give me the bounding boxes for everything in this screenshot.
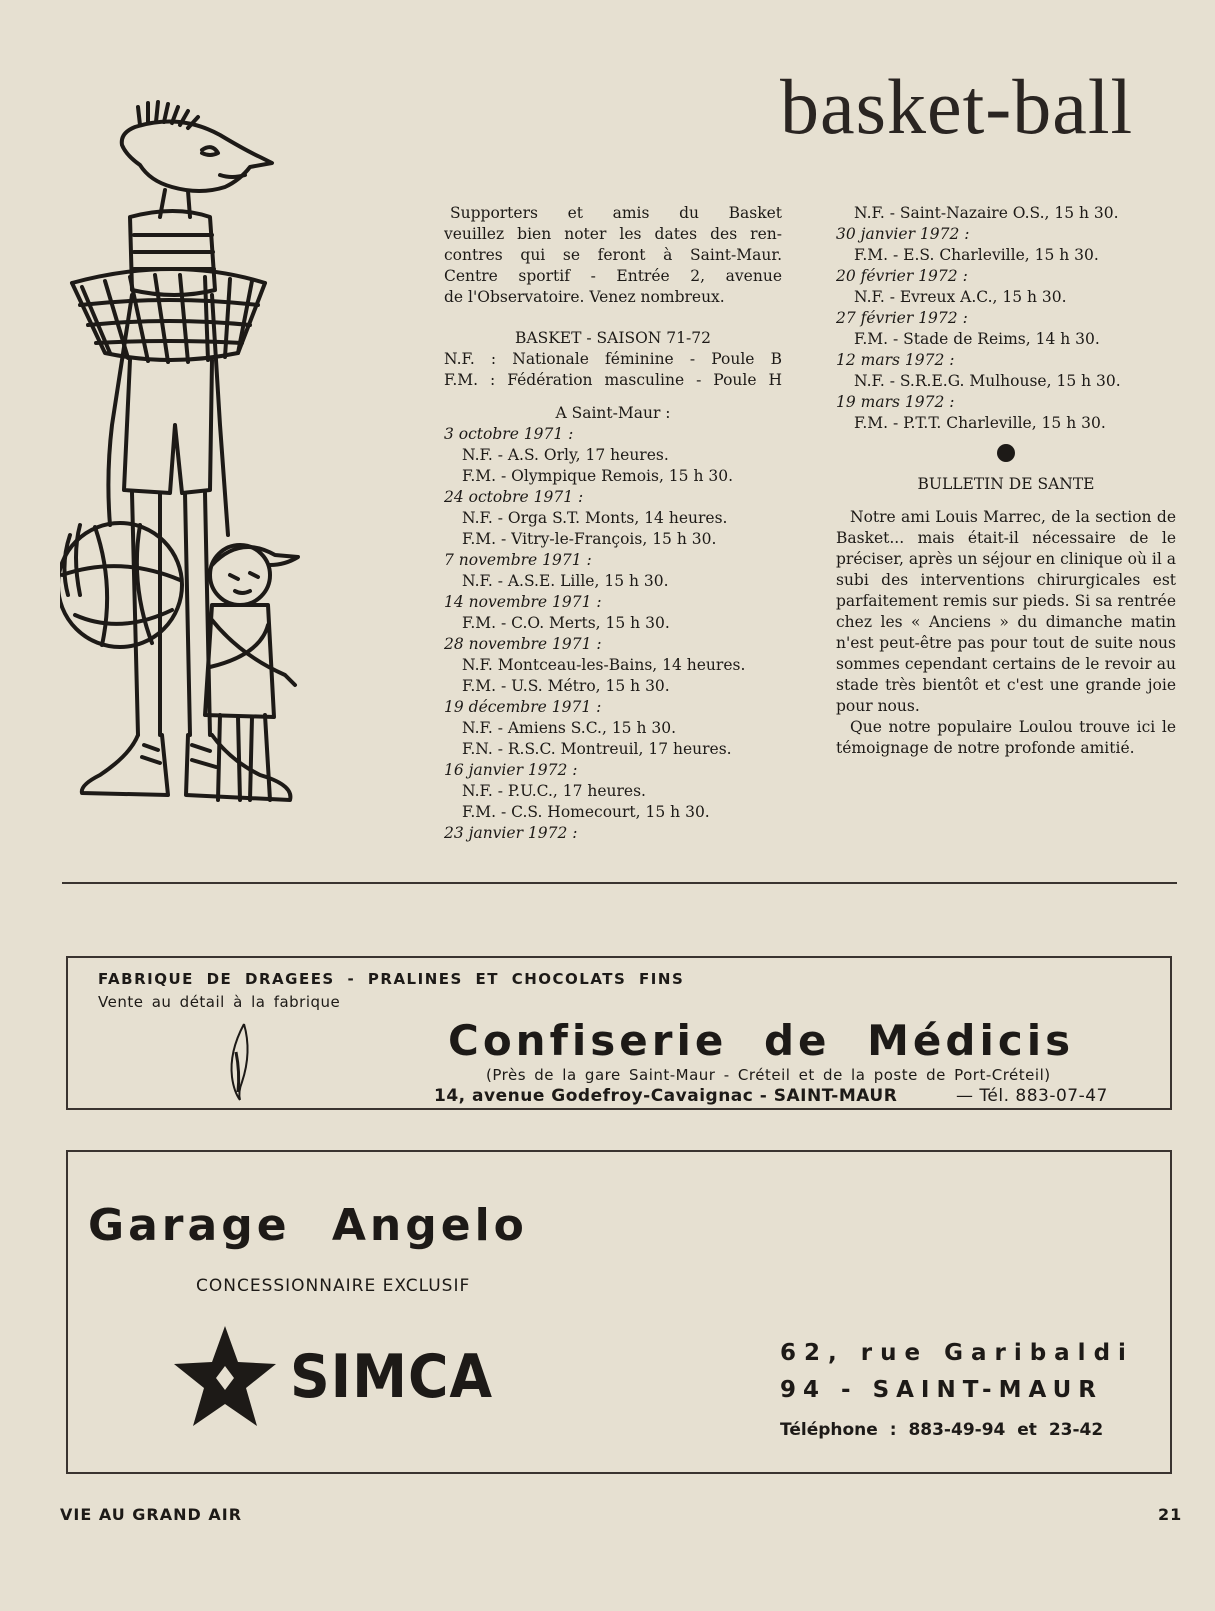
schedule-match: F.N. - R.S.C. Montreuil, 17 heures. [462,740,732,758]
schedule-list-1 [444,424,782,844]
confiserie-products: FABRIQUE DE DRAGEES - PRALINES ET CHOCOLATS FINS [98,970,685,988]
schedule-match: N.F. - S.R.E.G. Mulhouse, 15 h 30. [854,372,1121,390]
confiserie-phone: — Tél. 883-07-47 [956,1086,1108,1106]
schedule-match: F.M. - Stade de Reims, 14 h 30. [854,330,1100,348]
season-heading: BASKET - SAISON 71-72 [515,329,711,347]
section-divider [62,882,1177,884]
bulletin-paragraph-2: Que notre populaire Loulou trouve ici le témoignage de notre profonde amitié. [836,718,1176,757]
schedule-date: 20 février 1972 : [836,267,968,285]
schedule-match: F.M. - C.S. Homecourt, 15 h 30. [462,803,710,821]
schedule-match: F.M. - E.S. Charleville, 15 h 30. [854,246,1099,264]
schedule-list-2 [836,203,1176,434]
schedule-date: 19 décembre 1971 : [444,698,602,716]
confiserie-retail: Vente au détail à la fabrique [98,993,341,1011]
schedule-date: 23 janvier 1972 : [444,824,578,842]
schedule-date: 3 octobre 1971 : [444,425,574,443]
schedule-match: N.F. - Orga S.T. Monts, 14 heures. [462,509,728,527]
intro-paragraph: Supporters et amis du Basket veuillez bien noter les dates des ren- contres qui se feront à Saint-Maur. Centre sportif - Entrée 2, avenue de l'Observatoire. Venez nombreux. [444,204,782,306]
article-column-2 [836,203,1176,759]
schedule-date: 16 janvier 1972 : [444,761,578,779]
garage-tagline: CONCESSIONNAIRE EXCLUSIF [196,1276,471,1296]
basketball-player-illustration [60,95,320,825]
confiserie-location-note: (Près de la gare Saint-Maur - Créteil et de la poste de Port-Créteil) [486,1066,1051,1084]
schedule-match: N.F. - Saint-Nazaire O.S., 15 h 30. [854,204,1119,222]
garage-city: 94 - SAINT-MAUR [780,1377,1103,1403]
confiserie-ad [66,956,1172,1110]
location-heading: A Saint-Maur : [555,404,671,422]
schedule-match: F.M. - Olympique Remois, 15 h 30. [462,467,734,485]
bulletin-paragraph-1: Notre ami Louis Marrec, de la section de Basket... mais était-il nécessaire de le préciser, après un séjour en clinique où il a subi des interventions chirurgicales est parfaitement remis sur pieds. Si sa rentrée chez les « Anciens » du dimanche matin n'est peut-être pas pour tout de suite nous sommes cependant certains de le revoir au stade très bientôt et c'est une grande joie pour nous. [836,508,1176,715]
season-nf-definition: N.F. : Nationale féminine - Poule B [444,350,782,368]
schedule-match: N.F. Montceau-les-Bains, 14 heures. [462,656,746,674]
schedule-date: 27 février 1972 : [836,309,968,327]
confiserie-name: Confiserie de Médicis [448,1016,1075,1065]
garage-phone: Téléphone : 883-49-94 et 23-42 [780,1420,1104,1440]
article-column-1 [444,203,782,844]
schedule-match: N.F. - P.U.C., 17 heures. [462,782,646,800]
garage-street: 62, rue Garibaldi [780,1340,1134,1366]
feather-icon [224,1022,254,1102]
schedule-date: 7 novembre 1971 : [444,551,592,569]
bulletin-heading: BULLETIN DE SANTE [917,475,1095,493]
simca-brand: SIMCA [290,1342,494,1412]
schedule-match: N.F. - A.S. Orly, 17 heures. [462,446,669,464]
schedule-date: 12 mars 1972 : [836,351,955,369]
schedule-date: 19 mars 1972 : [836,393,955,411]
schedule-date: 30 janvier 1972 : [836,225,970,243]
page-number: 21 [1158,1505,1183,1524]
schedule-match: F.M. - Vitry-le-François, 15 h 30. [462,530,717,548]
simca-star-logo [170,1322,280,1432]
schedule-match: F.M. - U.S. Métro, 15 h 30. [462,677,670,695]
magazine-name: VIE AU GRAND AIR [60,1505,243,1524]
page-title: basket-ball [780,63,1134,150]
schedule-date: 28 novembre 1971 : [444,635,602,653]
schedule-match: F.M. - P.T.T. Charleville, 15 h 30. [854,414,1106,432]
season-fm-definition: F.M. : Fédération masculine - Poule H [444,371,782,389]
confiserie-address: 14, avenue Godefroy-Cavaignac - SAINT-MAUR [434,1086,898,1106]
schedule-match: F.M. - C.O. Merts, 15 h 30. [462,614,670,632]
schedule-match: N.F. - Amiens S.C., 15 h 30. [462,719,677,737]
schedule-date: 14 novembre 1971 : [444,593,602,611]
schedule-match: N.F. - A.S.E. Lille, 15 h 30. [462,572,669,590]
schedule-match: N.F. - Evreux A.C., 15 h 30. [854,288,1067,306]
garage-ad [66,1150,1172,1474]
garage-name: Garage Angelo [88,1200,528,1251]
schedule-date: 24 octobre 1971 : [444,488,584,506]
bullet-separator [997,444,1015,462]
